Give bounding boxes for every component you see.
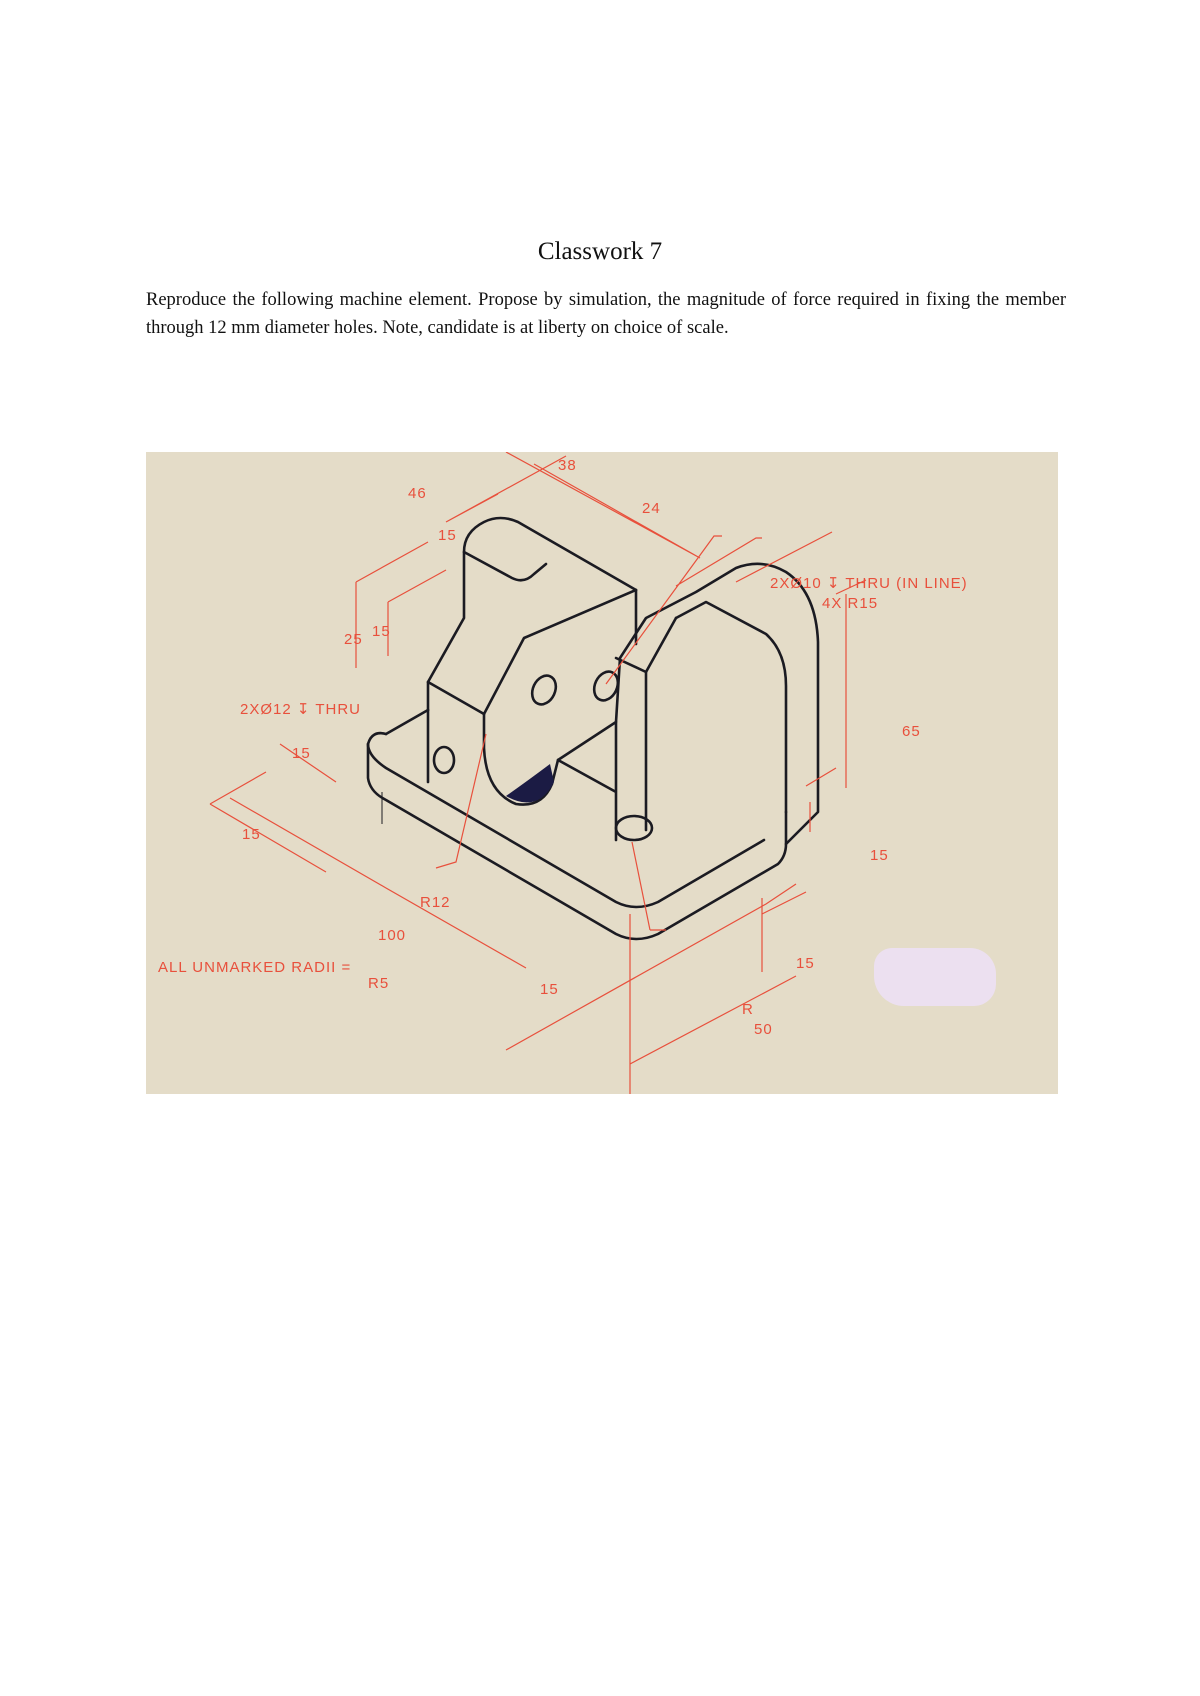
r12-label: R12: [420, 894, 451, 911]
technical-drawing: [146, 452, 1058, 1094]
instructions-text: Reproduce the following machine element. Propose by simulation, the magnitude of force required in fixing the member through 12 mm diameter holes. Note, candidate is at liberty on choice of scale.: [146, 290, 1066, 338]
dim-50: 50: [754, 1021, 773, 1038]
dim-25: 25: [344, 631, 363, 648]
dim-15-right-bottom: 15: [796, 955, 815, 972]
page-title: Classwork 7: [537, 238, 663, 265]
dim-100: 100: [378, 927, 407, 944]
dim-46: 46: [408, 485, 427, 502]
smudge-mark: [874, 948, 996, 1006]
dim-15-bottom: 15: [540, 981, 559, 998]
dim-15-vertical: 15: [372, 623, 391, 640]
dim-38: 38: [558, 457, 577, 474]
holes-12-callout: 2XØ12 ↧ THRU: [240, 701, 361, 718]
dim-15-right: 15: [870, 847, 889, 864]
unmarked-radii-value: R5: [368, 975, 390, 992]
dim-15-top: 15: [438, 527, 457, 544]
dim-65: 65: [902, 723, 921, 740]
holes-10-callout: 2XØ10 ↧ THRU (IN LINE): [770, 575, 968, 592]
r15-callout: 4X R15: [822, 595, 879, 612]
left-upright: [428, 518, 636, 805]
unmarked-radii-note: ALL UNMARKED RADII =: [158, 959, 352, 976]
dim-15-left: 15: [292, 745, 311, 762]
dim-15-base-left: 15: [242, 826, 261, 843]
r-label: R: [742, 1001, 754, 1018]
dim-24: 24: [642, 500, 661, 517]
